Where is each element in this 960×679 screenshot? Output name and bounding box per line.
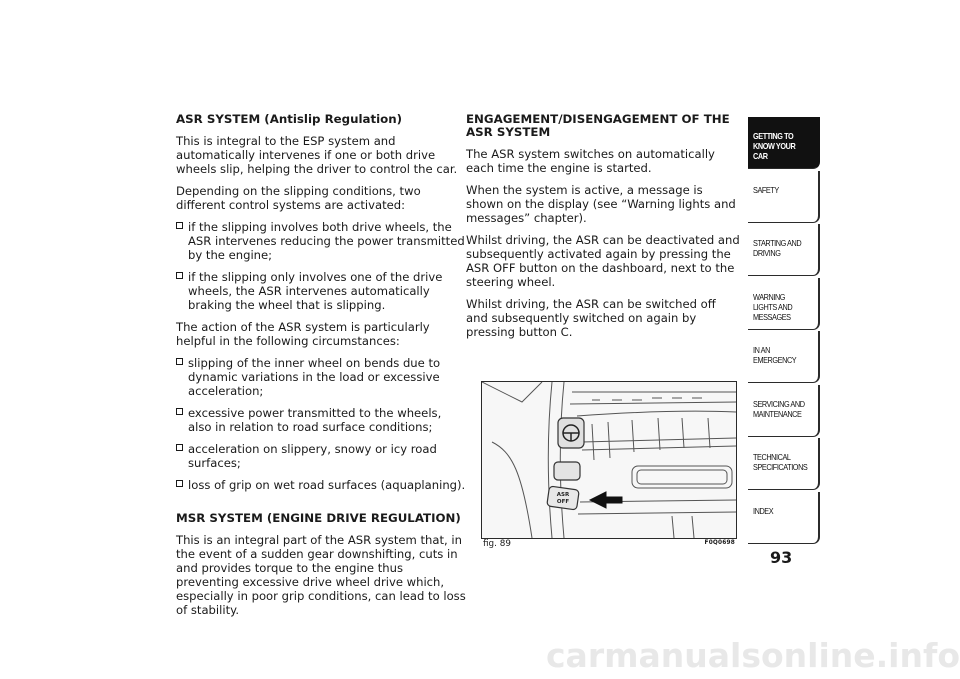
- checkbox-bullet-icon: [176, 408, 183, 415]
- asr-paragraph-1: This is integral to the ESP system and automatically intervenes if one or both drive wheels slip, helping the driver to control the car.: [176, 134, 458, 176]
- asr-off-button-icon: [547, 486, 579, 510]
- checkbox-bullet-icon: [176, 272, 183, 279]
- asr-heading: ASR SYSTEM (Antislip Regulation): [176, 112, 403, 126]
- msr-heading: MSR SYSTEM (ENGINE DRIVE REGULATION): [176, 511, 461, 525]
- tab-index[interactable]: INDEX: [748, 492, 820, 544]
- checkbox-bullet-icon: [176, 358, 183, 365]
- checkbox-bullet-icon: [176, 222, 183, 229]
- engagement-paragraph-4: Whilst driving, the ASR can be switched off and subsequently switched on again by pressing button C.: [466, 297, 716, 339]
- figure-number: fig. 89: [483, 539, 511, 549]
- list-item: if the slipping involves both drive wheels, the ASR intervenes reducing the power transmitted by the engine;: [176, 220, 466, 262]
- tab-getting-to-know-your-car[interactable]: GETTING TO KNOW YOUR CAR: [748, 117, 820, 169]
- tab-in-an-emergency[interactable]: IN AN EMERGENCY: [748, 331, 820, 383]
- checkbox-bullet-icon: [176, 444, 183, 451]
- engagement-paragraph-3: Whilst driving, the ASR can be deactivated and subsequently activated again by pressing the ASR OFF button on the dashboard, next to the steering wheel.: [466, 233, 740, 289]
- asr-paragraph-3: The action of the ASR system is particularly helpful in the following circumstances:: [176, 320, 430, 348]
- figure-dashboard: [481, 381, 737, 539]
- arrow-icon: [590, 492, 622, 508]
- checkbox-bullet-icon: [176, 480, 183, 487]
- page-number: 93: [770, 548, 793, 567]
- tab-starting-and-driving[interactable]: STARTING AND DRIVING: [748, 224, 820, 276]
- figure-code: F0Q0698: [704, 540, 735, 546]
- dashboard-illustration: [482, 382, 736, 538]
- off-label: OFF: [556, 499, 570, 505]
- list-item: loss of grip on wet road surfaces (aquaplaning).: [176, 478, 466, 492]
- tab-servicing[interactable]: SERVICING AND MAINTENANCE: [748, 385, 820, 437]
- msr-paragraph: This is an integral part of the ASR system that, in the event of a sudden gear downshifting, cuts in and provides torque to the engine thus preventing excessive drive wheel drive which, especially in poor grip conditions, can lead to loss of stability.: [176, 533, 466, 617]
- list-item: slipping of the inner wheel on bends due to dynamic variations in the load or excessive acceleration;: [176, 356, 466, 398]
- chapter-tabs: [748, 117, 820, 545]
- tab-warning-lights[interactable]: WARNING LIGHTS AND MESSAGES: [748, 278, 820, 330]
- asr-label: ASR: [556, 492, 570, 498]
- list-item: if the slipping only involves one of the drive wheels, the ASR intervenes automatically braking the wheel that is slipping.: [176, 270, 466, 312]
- right-column: [466, 113, 741, 347]
- tab-safety[interactable]: SAFETY: [748, 171, 820, 223]
- steering-button-icon: [558, 418, 584, 448]
- list-item: acceleration on slippery, snowy or icy road surfaces;: [176, 442, 466, 470]
- left-column: [176, 113, 466, 625]
- watermark: [0, 636, 960, 679]
- engagement-paragraph-1: The ASR system switches on automatically each time the engine is started.: [466, 147, 715, 175]
- list-item: excessive power transmitted to the wheels, also in relation to road surface conditions;: [176, 406, 466, 434]
- engagement-heading: ENGAGEMENT/DISENGAGEMENT OF THE ASR SYSTEM: [466, 112, 730, 139]
- tab-technical-specifications[interactable]: TECHNICAL SPECIFICATIONS: [748, 438, 820, 490]
- figure-caption: [481, 539, 737, 551]
- watermark-text: carmanualsonline.info: [546, 636, 960, 675]
- asr-paragraph-2: Depending on the slipping conditions, two different control systems are activated:: [176, 184, 421, 212]
- engagement-paragraph-2: When the system is active, a message is shown on the display (see “Warning lights and messages” chapter).: [466, 183, 736, 225]
